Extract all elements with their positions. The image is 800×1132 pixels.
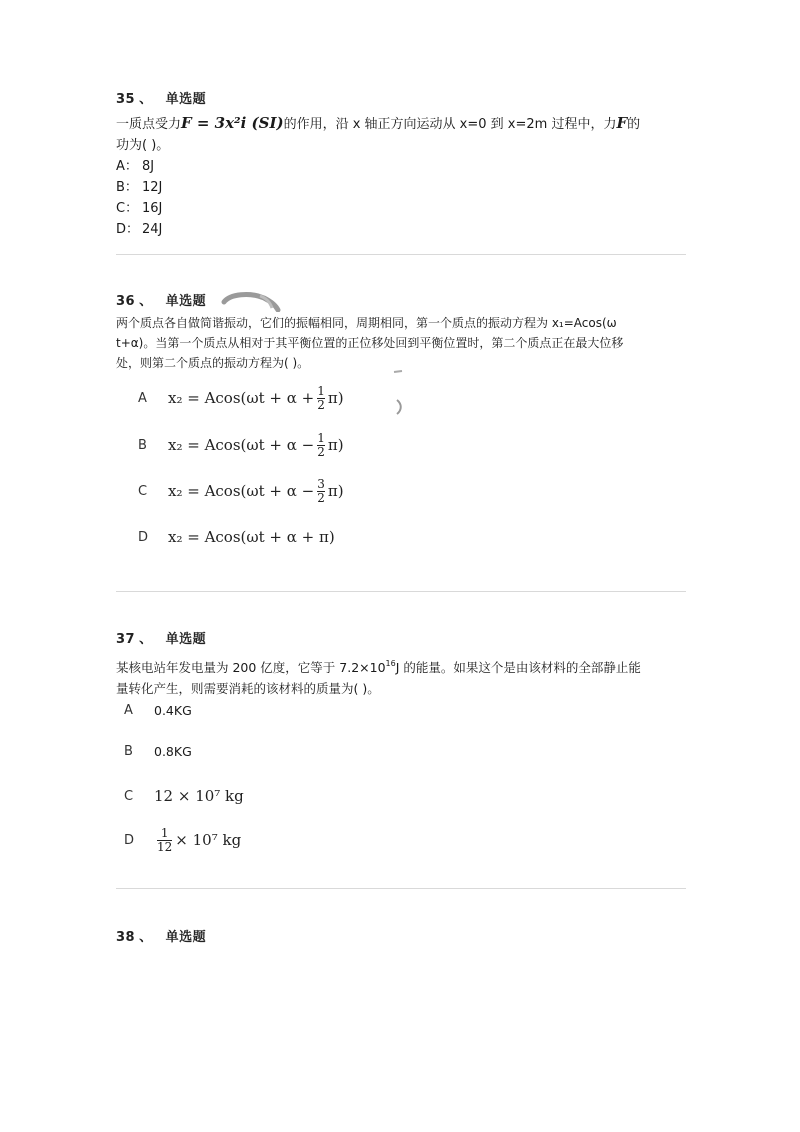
option-formula (154, 827, 241, 854)
option-letter: B： (116, 180, 138, 195)
divider (116, 888, 686, 889)
option-letter: A： (116, 159, 138, 174)
question-separator: 、 (139, 930, 153, 945)
fraction (157, 827, 172, 854)
question-header (116, 88, 686, 107)
option-formula (168, 528, 335, 546)
question-stem (116, 313, 686, 373)
denominator: 2 (317, 397, 325, 412)
question-header (116, 926, 686, 945)
stem-text: 功为( )。 (116, 138, 170, 153)
question-37 (116, 628, 686, 699)
question-number: 35 (116, 92, 136, 107)
option-formula (168, 385, 344, 412)
numerator: 1 (317, 430, 325, 445)
formula-prefix: x₂ = Acos(ωt + α + (168, 389, 315, 407)
option-a[interactable] (138, 383, 344, 413)
option-letter: B (138, 437, 147, 453)
option-b[interactable] (116, 177, 686, 198)
stem-text: 处，则第二个质点的振动方程为( )。 (116, 356, 310, 370)
option-d[interactable] (138, 522, 335, 552)
option-value: 16J (142, 201, 163, 216)
option-d[interactable] (116, 219, 686, 240)
option-value: 12J (142, 180, 163, 195)
option-value: 0.4KG (154, 702, 192, 718)
question-stem (116, 113, 686, 156)
numerator: 1 (160, 825, 169, 840)
option-letter: D (124, 832, 135, 848)
option-letter: C： (116, 201, 139, 216)
question-type: 单选题 (165, 294, 207, 309)
option-a[interactable] (124, 695, 192, 725)
option-letter: D (138, 529, 149, 545)
divider (116, 254, 686, 255)
stem-text: 的作用，沿 x 轴正方向运动从 x=0 到 x=2m 过程中，力 (283, 117, 617, 132)
option-value: 0.8KG (154, 743, 192, 759)
stem-text: t+α)。当第一个质点从相对于其平衡位置的正位移处回到平衡位置时，第二个质点正在最大位移 (116, 336, 624, 350)
option-value: 24J (142, 222, 163, 237)
stem-text: 量转化产生，则需要消耗的该材料的质量为( )。 (116, 681, 380, 696)
question-header (116, 290, 686, 309)
option-c[interactable] (116, 198, 686, 219)
option-letter: D： (116, 222, 140, 237)
option-letter: C (138, 483, 148, 499)
option-b[interactable] (138, 430, 344, 460)
question-type: 单选题 (165, 92, 207, 107)
formula-suffix: π) (327, 436, 344, 454)
force-symbol: F (616, 114, 628, 132)
question-number: 37 (116, 632, 136, 647)
option-formula (168, 432, 344, 459)
option-formula: 12 × 10⁷ kg (154, 787, 244, 805)
denominator: 12 (157, 839, 173, 854)
denominator: 2 (317, 490, 325, 505)
fraction (317, 478, 325, 505)
question-36 (116, 290, 686, 373)
scan-smudge-icon (220, 288, 282, 312)
stem-text: 的 (627, 117, 641, 132)
question-35 (116, 88, 686, 240)
numerator: 3 (317, 476, 325, 491)
question-separator: 、 (139, 92, 153, 107)
divider (116, 591, 686, 592)
option-b[interactable] (124, 736, 192, 766)
option-c[interactable] (138, 476, 344, 506)
question-separator: 、 (139, 294, 153, 309)
option-c[interactable] (124, 781, 244, 811)
option-letter: B (124, 743, 133, 759)
formula-prefix: x₂ = Acos(ωt + α + π) (168, 528, 335, 546)
question-header (116, 628, 686, 647)
force-expression: F = 3x²i (SI) (181, 114, 284, 132)
question-stem (116, 653, 686, 699)
formula-suffix: × 10⁷ kg (175, 831, 242, 849)
stem-text: 一质点受力 (116, 117, 182, 132)
option-formula (168, 478, 344, 505)
fraction (317, 432, 325, 459)
numerator: 1 (317, 383, 325, 398)
question-type: 单选题 (165, 930, 207, 945)
exponent: 16 (385, 659, 396, 668)
option-letter: A (138, 390, 147, 406)
option-d[interactable] (124, 822, 241, 858)
option-a[interactable] (116, 156, 686, 177)
stem-text: J 的能量。如果这个是由该材料的全部静止能 (395, 660, 641, 675)
option-letter: C (124, 788, 134, 804)
formula-prefix: x₂ = Acos(ωt + α − (168, 436, 315, 454)
option-letter: A (124, 702, 133, 718)
stem-text: 某核电站年发电量为 200 亿度，它等于 7.2×10 (116, 660, 386, 675)
formula-prefix: x₂ = Acos(ωt + α − (168, 482, 315, 500)
scan-mark-icon (392, 368, 406, 418)
option-value: 8J (142, 159, 155, 174)
formula-suffix: π) (327, 482, 344, 500)
fraction (317, 385, 325, 412)
question-separator: 、 (139, 632, 153, 647)
stem-text: 两个质点各自做简谐振动，它们的振幅相同，周期相同，第一个质点的振动方程为 x₁=Acos(ω (116, 316, 617, 330)
question-38 (116, 926, 686, 945)
question-number: 38 (116, 930, 136, 945)
question-type: 单选题 (165, 632, 207, 647)
options-list (116, 156, 686, 240)
question-number: 36 (116, 294, 136, 309)
formula-suffix: π) (327, 389, 344, 407)
denominator: 2 (317, 444, 325, 459)
